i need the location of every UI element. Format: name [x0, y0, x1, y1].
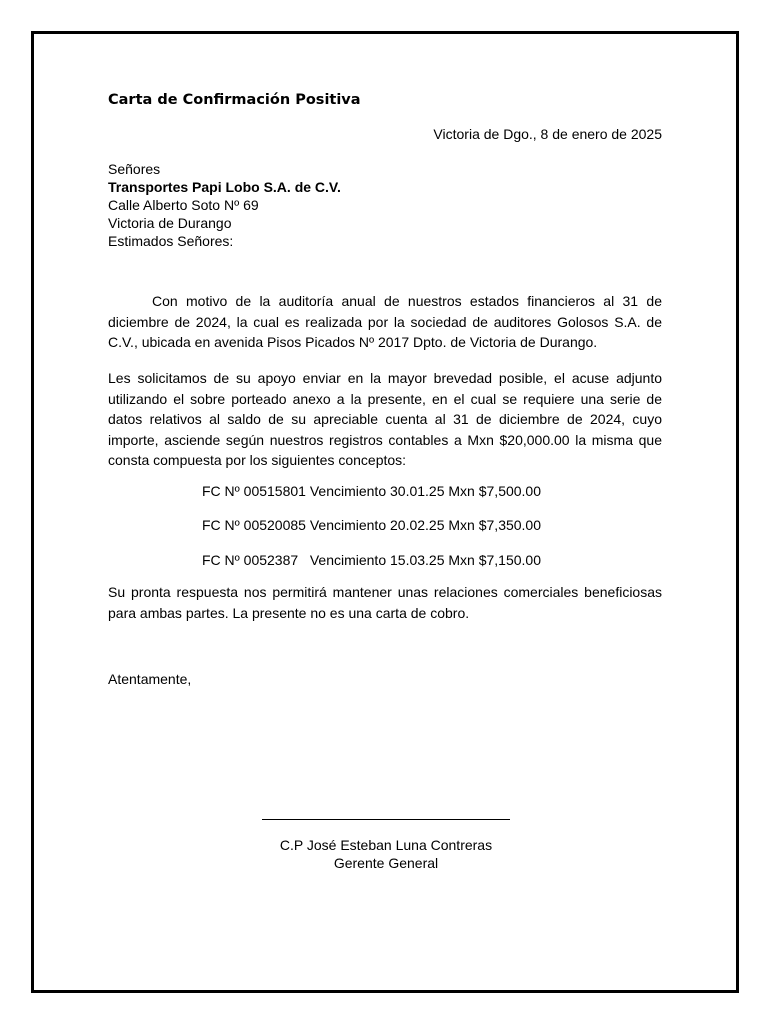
recipient-street: Calle Alberto Soto Nº 69	[108, 197, 259, 213]
recipient-company: Transportes Papi Lobo S.A. de C.V.	[108, 179, 341, 195]
invoice-line: FC Nº 0052387 Vencimiento 15.03.25 Mxn $7,150.00	[202, 552, 542, 568]
greeting: Estimados Señores:	[108, 233, 234, 249]
salutation-top: Señores	[108, 161, 161, 177]
signature-line	[262, 819, 510, 820]
invoice-line: FC Nº 00515801 Vencimiento 30.01.25 Mxn $7,500.00	[202, 483, 542, 499]
date-line: Victoria de Dgo., 8 de enero de 2025	[433, 126, 662, 142]
letter-title: Carta de Confirmación Positiva	[108, 92, 361, 108]
paragraph-request: Les solicitamos de su apoyo enviar en la mayor brevedad posible, el acuse adjunto utilizando el sobre porteado anexo a la presente, en el cual se requiere una serie de datos relativos al saldo de su apreciable cuenta al 31 de diciembre de 2024, cuyo importe, asciende según nuestros registros contables a Mxn $20,000.00 la misma que consta compuesta por los siguientes conceptos:	[108, 370, 662, 468]
recipient-city: Victoria de Durango	[108, 215, 232, 231]
signer-role: Gerente General	[333, 855, 439, 871]
paragraph-closing-note: Su pronta respuesta nos permitirá mantener unas relaciones comerciales beneficiosas para ambas partes. La presente no es una carta de cobro.	[108, 584, 662, 621]
letter-page	[31, 31, 739, 993]
paragraph-audit-motive: Con motivo de la auditoría anual de nuestros estados financieros al 31 de diciembre de 2024, la cual es realizada por la sociedad de auditores Golosos S.A. de C.V., ubicada en avenida Pisos Picados Nº 2017 Dpto. de Victoria de Durango.	[108, 293, 662, 350]
closing-text: Atentamente,	[108, 671, 192, 687]
recipient-address	[108, 160, 341, 250]
signer-name: C.P José Esteban Luna Contreras	[279, 837, 493, 853]
invoice-line: FC Nº 00520085 Vencimiento 20.02.25 Mxn $7,350.00	[202, 517, 542, 533]
